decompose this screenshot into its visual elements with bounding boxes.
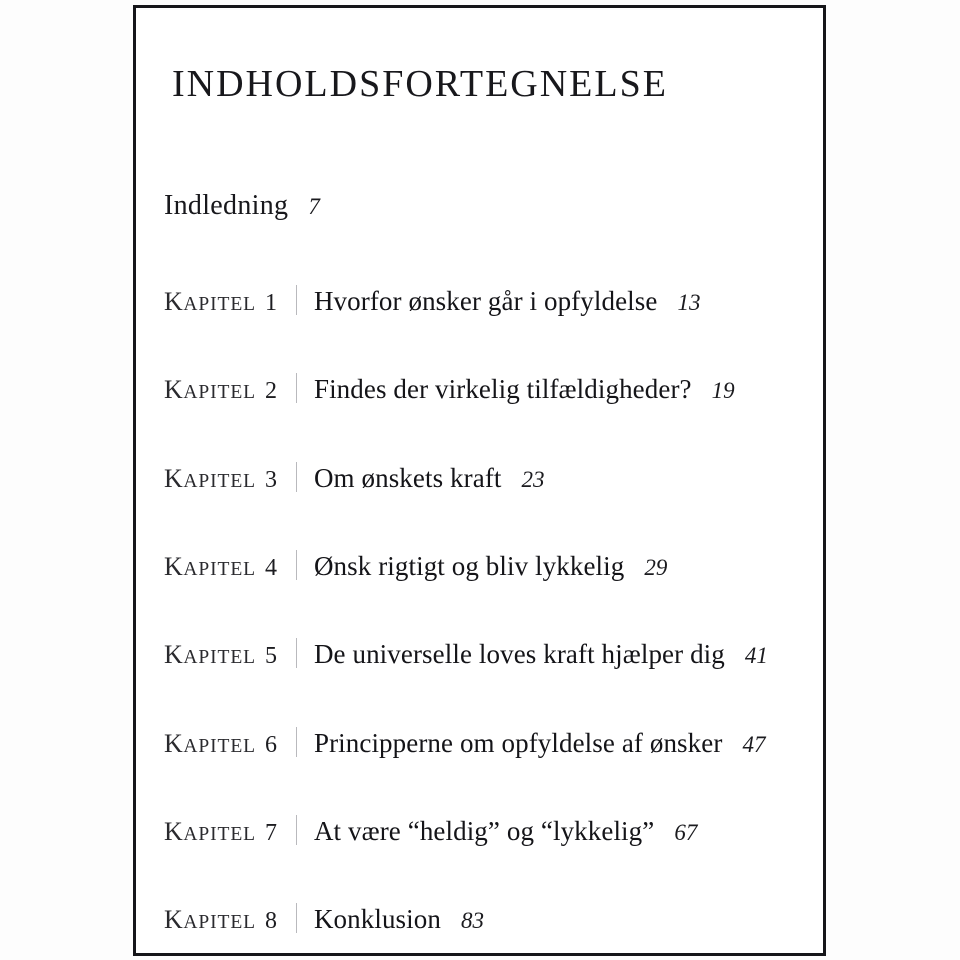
vertical-rule-divider <box>296 373 297 403</box>
chapter-label-initial: K <box>164 551 184 581</box>
toc-entry-page-number: 29 <box>644 554 668 580</box>
toc-entry-chapter-number: 5 <box>264 643 277 670</box>
toc-entry-title: Ønsk rigtigt og bliv lykkelig <box>313 550 625 581</box>
toc-entry-title: Findes der virkelig tilfældigheder? <box>313 374 692 405</box>
toc-entry-chapter-label <box>164 375 256 405</box>
vertical-rule-divider <box>296 638 297 668</box>
toc-entry-chapter-number: 2 <box>264 378 277 405</box>
toc-entry-chapter-number: 6 <box>264 731 277 758</box>
toc-entry-chapter-label <box>164 905 256 935</box>
toc-entry-chapter-number: 3 <box>264 466 277 493</box>
toc-entry-chapter-1[interactable] <box>164 280 700 317</box>
chapter-label-smallcaps: APITEL <box>183 823 256 845</box>
toc-entry-page-number: 23 <box>521 466 545 492</box>
chapter-label-smallcaps: APITEL <box>183 735 256 757</box>
chapter-label-initial: K <box>164 640 184 670</box>
toc-entry-page-number: 41 <box>744 643 768 669</box>
vertical-rule-divider <box>296 462 297 492</box>
toc-entry-chapter-label <box>164 287 256 317</box>
toc-entry-indledning[interactable] <box>164 190 320 222</box>
vertical-rule-divider <box>296 727 297 757</box>
toc-entry-chapter-label <box>164 817 256 847</box>
toc-entry-title: Principperne om opfyldelse af ønsker <box>313 727 723 758</box>
toc-entry-title: Konklusion <box>313 904 441 935</box>
chapter-label-initial: K <box>164 816 184 846</box>
toc-entry-page-number: 7 <box>308 194 320 219</box>
book-page-sheet <box>133 5 826 956</box>
toc-entry-title: Hvorfor ønsker går i opfyldelse <box>313 286 658 316</box>
toc-entry-title: Om ønskets kraft <box>313 462 502 493</box>
chapter-label-initial: K <box>164 463 184 493</box>
chapter-label-smallcaps: APITEL <box>183 294 256 315</box>
chapter-label-smallcaps: APITEL <box>183 647 256 669</box>
vertical-rule-divider <box>296 815 297 845</box>
vertical-rule-divider <box>296 903 297 933</box>
toc-entry-chapter-3[interactable] <box>164 457 545 494</box>
toc-entry-chapter-number: 7 <box>264 819 277 846</box>
toc-entry-chapter-number: 8 <box>264 908 277 935</box>
chapter-label-smallcaps: APITEL <box>183 382 256 404</box>
chapter-label-smallcaps: APITEL <box>183 558 256 580</box>
toc-entry-title: Indledning <box>164 190 289 221</box>
toc-entry-chapter-4[interactable] <box>164 545 667 582</box>
toc-entry-page-number: 83 <box>460 908 484 934</box>
page-title: INDHOLDSFORTEGNELSE <box>172 63 668 106</box>
chapter-label-smallcaps: APITEL <box>183 912 256 934</box>
toc-entry-chapter-number: 1 <box>264 290 277 316</box>
toc-entry-page-number: 19 <box>711 378 735 404</box>
toc-entry-chapter-label <box>164 729 256 759</box>
toc-entry-chapter-label <box>164 640 256 670</box>
toc-entry-chapter-label <box>164 464 256 494</box>
toc-entry-chapter-2[interactable] <box>164 368 735 405</box>
toc-entry-title: De universelle loves kraft hjælper dig <box>313 639 725 670</box>
toc-entry-page-number: 13 <box>677 290 701 315</box>
chapter-label-smallcaps: APITEL <box>183 470 256 492</box>
chapter-label-initial: K <box>164 905 184 935</box>
chapter-label-initial: K <box>164 375 184 405</box>
toc-entry-page-number: 67 <box>674 819 698 845</box>
chapter-label-initial: K <box>164 287 184 316</box>
toc-entry-chapter-5[interactable] <box>164 633 768 670</box>
toc-entry-chapter-7[interactable] <box>164 810 697 847</box>
toc-entry-chapter-number: 4 <box>264 554 277 581</box>
vertical-rule-divider <box>296 285 297 315</box>
toc-entry-page-number: 47 <box>742 731 766 757</box>
toc-entry-title: At være “heldig” og “lykkelig” <box>313 815 655 846</box>
vertical-rule-divider <box>296 550 297 580</box>
toc-entry-chapter-6[interactable] <box>164 722 765 759</box>
chapter-label-initial: K <box>164 728 184 758</box>
toc-entry-chapter-8[interactable] <box>164 898 484 935</box>
toc-entry-chapter-label <box>164 552 256 582</box>
